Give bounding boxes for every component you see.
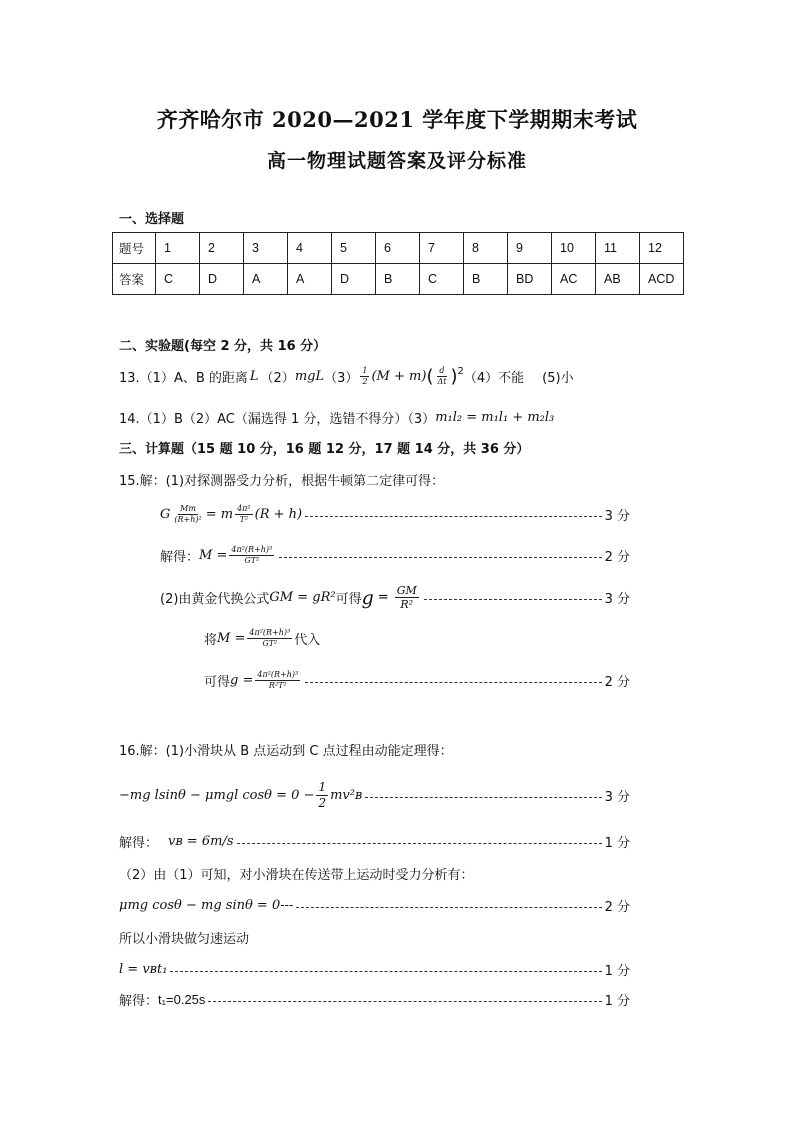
q13-speed-fraction xyxy=(435,366,448,387)
q15-res-fraction xyxy=(255,670,300,691)
q13-part3: （3） xyxy=(324,371,359,386)
section1-heading: 一、选择题 xyxy=(119,212,185,227)
q13-part4: （4）不能 xyxy=(463,371,525,386)
q15-sub-fraction xyxy=(247,628,292,649)
q13-part1: 13.（1）A、B 的距离 xyxy=(119,371,248,386)
solution-label: 解得： xyxy=(160,550,200,565)
q15-part2 xyxy=(160,584,630,611)
q13-mgl: mgL xyxy=(294,369,325,384)
answer-cell: C xyxy=(420,264,464,295)
fraction-numerator: Mm xyxy=(180,504,196,513)
q16-t1: t₁=0.25s xyxy=(158,992,206,1007)
fraction-numerator: GM xyxy=(396,584,417,597)
q16-vb: vʙ = 6m/s xyxy=(168,834,234,849)
fraction-numerator: 4π²(R+h)³ xyxy=(231,545,273,554)
dashed-leader xyxy=(296,907,601,908)
q15-res-lhs: g = xyxy=(230,673,254,688)
score: 2 分 xyxy=(604,675,630,690)
q15-sub-lhs: M = xyxy=(217,631,246,646)
fraction-denominator: (R+h)² xyxy=(174,515,202,524)
q16-eq4: l = vʙt₁ xyxy=(119,962,168,977)
q16-equation1 xyxy=(119,780,630,811)
q15-result xyxy=(204,670,630,691)
q13-mass-sum: (M + m) xyxy=(371,369,427,384)
score: 2 分 xyxy=(604,550,630,565)
dashed-leader xyxy=(279,557,601,558)
answer-table xyxy=(112,232,684,295)
q16-note: 所以小滑块做匀速运动 xyxy=(119,932,250,947)
fraction-denominator: R²T² xyxy=(268,681,287,690)
answer-cell: BD xyxy=(508,264,552,295)
row-label-answers: 答案 xyxy=(113,264,156,295)
q15-part2-mid: 可得 xyxy=(335,592,362,607)
question-number: 9 xyxy=(508,233,552,264)
q16-equation4 xyxy=(119,960,630,979)
fraction-denominator: 2 xyxy=(362,377,368,386)
fraction-numerator: 1 xyxy=(318,780,327,794)
q16-eq1: −mg lsinθ − μmgl cosθ = 0 − xyxy=(119,788,315,803)
answer-cell: A xyxy=(288,264,332,295)
table-row-numbers xyxy=(113,233,684,264)
q15-equation2 xyxy=(160,545,630,566)
question-number: 11 xyxy=(596,233,640,264)
score: 1 分 xyxy=(604,994,630,1009)
q13-answer xyxy=(119,366,574,387)
q15-intro: 15.解：(1)对探测器受力分析，根据牛顿第二定律可得： xyxy=(119,474,445,489)
paren-open: ( xyxy=(426,366,434,387)
q15-g-symbol: g xyxy=(361,586,374,609)
q15-fraction-a xyxy=(172,504,203,525)
substitute-tail: 代入 xyxy=(294,633,321,648)
question-number: 5 xyxy=(332,233,376,264)
answer-cell: B xyxy=(464,264,508,295)
answer-cell: D xyxy=(200,264,244,295)
solution-label: 解得： xyxy=(119,836,159,851)
substitute-label: 将 xyxy=(204,633,218,648)
q16-part2: （2）由（1）可知，对小滑块在传送带上运动时受力分析有： xyxy=(119,868,474,883)
answer-cell: AC xyxy=(552,264,596,295)
solution-label: 解得： xyxy=(119,994,159,1009)
exam-title: 齐齐哈尔市 2020—2021 学年度下学期期末考试 xyxy=(156,107,638,132)
exam-subtitle: 高一物理试题答案及评分标准 xyxy=(266,150,527,172)
question-number: 10 xyxy=(552,233,596,264)
q16-eq3: μmg cosθ − mg sinθ = 0--- xyxy=(119,898,294,913)
fraction-denominator: GT² xyxy=(262,639,278,648)
fraction-denominator: T² xyxy=(239,515,249,524)
equals-sign: = xyxy=(377,590,389,605)
score: 1 分 xyxy=(604,836,630,851)
fraction-denominator: 2 xyxy=(318,796,327,810)
q16-intro: 16.解：(1)小滑块从 B 点运动到 C 点过程由动能定理得： xyxy=(119,744,453,759)
dashed-leader xyxy=(305,682,601,683)
fraction-denominator: Δt xyxy=(437,377,447,386)
answer-cell: B xyxy=(376,264,420,295)
question-number: 4 xyxy=(288,233,332,264)
q15-eq-tail: (R + h) xyxy=(254,507,303,522)
result-label: 可得 xyxy=(204,675,231,690)
score: 3 分 xyxy=(604,509,630,524)
dashed-leader xyxy=(424,599,602,600)
q16-solution1 xyxy=(119,832,630,851)
table-row-answers xyxy=(113,264,684,295)
section3-heading: 三、计算题（15 题 10 分，16 题 12 分，17 题 14 分，共 36 分） xyxy=(119,442,530,457)
q15-eq-mid: = m xyxy=(205,507,234,522)
q13-part2: （2） xyxy=(260,371,295,386)
fraction-denominator: GT² xyxy=(244,556,260,565)
q13-exponent: 2 xyxy=(457,366,464,377)
score: 3 分 xyxy=(604,592,630,607)
question-number: 7 xyxy=(420,233,464,264)
score: 3 分 xyxy=(604,790,630,805)
answer-cell: D xyxy=(332,264,376,295)
fraction-numerator: 4π²(R+h)³ xyxy=(257,670,299,679)
q16-equation3 xyxy=(119,896,630,915)
q15-substitution xyxy=(204,628,320,649)
row-label-numbers: 题号 xyxy=(113,233,156,264)
score: 2 分 xyxy=(604,900,630,915)
q16-equation5 xyxy=(119,990,630,1009)
q15-g-const: G xyxy=(160,507,171,522)
fraction-denominator: R² xyxy=(400,598,414,611)
q15-m-lhs: M = xyxy=(199,548,228,563)
score: 1 分 xyxy=(604,964,630,979)
question-number: 8 xyxy=(464,233,508,264)
q14-equation: m₁l₂ = m₁l₁ + m₂l₃ xyxy=(435,410,555,425)
q14-answer xyxy=(119,408,554,427)
fraction-numerator: 1 xyxy=(362,366,368,375)
question-number: 12 xyxy=(640,233,684,264)
q15-golden-formula: GM = gR² xyxy=(269,590,336,605)
question-number: 6 xyxy=(376,233,420,264)
answer-cell: AB xyxy=(596,264,640,295)
q16-eq1-tail: mv²ʙ xyxy=(330,788,363,803)
question-number: 2 xyxy=(200,233,244,264)
dashed-leader xyxy=(237,843,602,844)
fraction-numerator: 4π²(R+h)³ xyxy=(249,628,291,637)
fraction-numerator: d xyxy=(439,366,445,375)
question-number: 3 xyxy=(244,233,288,264)
answer-cell: A xyxy=(244,264,288,295)
q14-text: 14.（1）B（2）AC（漏选得 1 分，选错不得分）（3） xyxy=(119,412,436,427)
question-number: 1 xyxy=(156,233,200,264)
fraction-numerator: 4π² xyxy=(237,504,251,513)
q15-m-fraction xyxy=(229,545,274,566)
q15-equation1 xyxy=(160,504,630,525)
dashed-leader xyxy=(365,797,601,798)
answer-cell: ACD xyxy=(640,264,684,295)
dashed-leader xyxy=(305,516,601,517)
q13-var-l: L xyxy=(249,369,259,384)
q13-part5: (5)小 xyxy=(542,371,574,386)
dashed-leader xyxy=(208,1001,601,1002)
paren-close: ) xyxy=(450,366,458,387)
q13-half-fraction xyxy=(360,366,369,387)
section2-heading: 二、实验题(每空 2 分，共 16 分） xyxy=(119,339,327,354)
q15-g-fraction xyxy=(395,584,419,611)
q15-part2-text: (2)由黄金代换公式 xyxy=(160,592,270,607)
answer-cell: C xyxy=(156,264,200,295)
q16-half-fraction xyxy=(316,780,328,811)
q15-fraction-b xyxy=(235,504,253,525)
dashed-leader xyxy=(170,971,601,972)
